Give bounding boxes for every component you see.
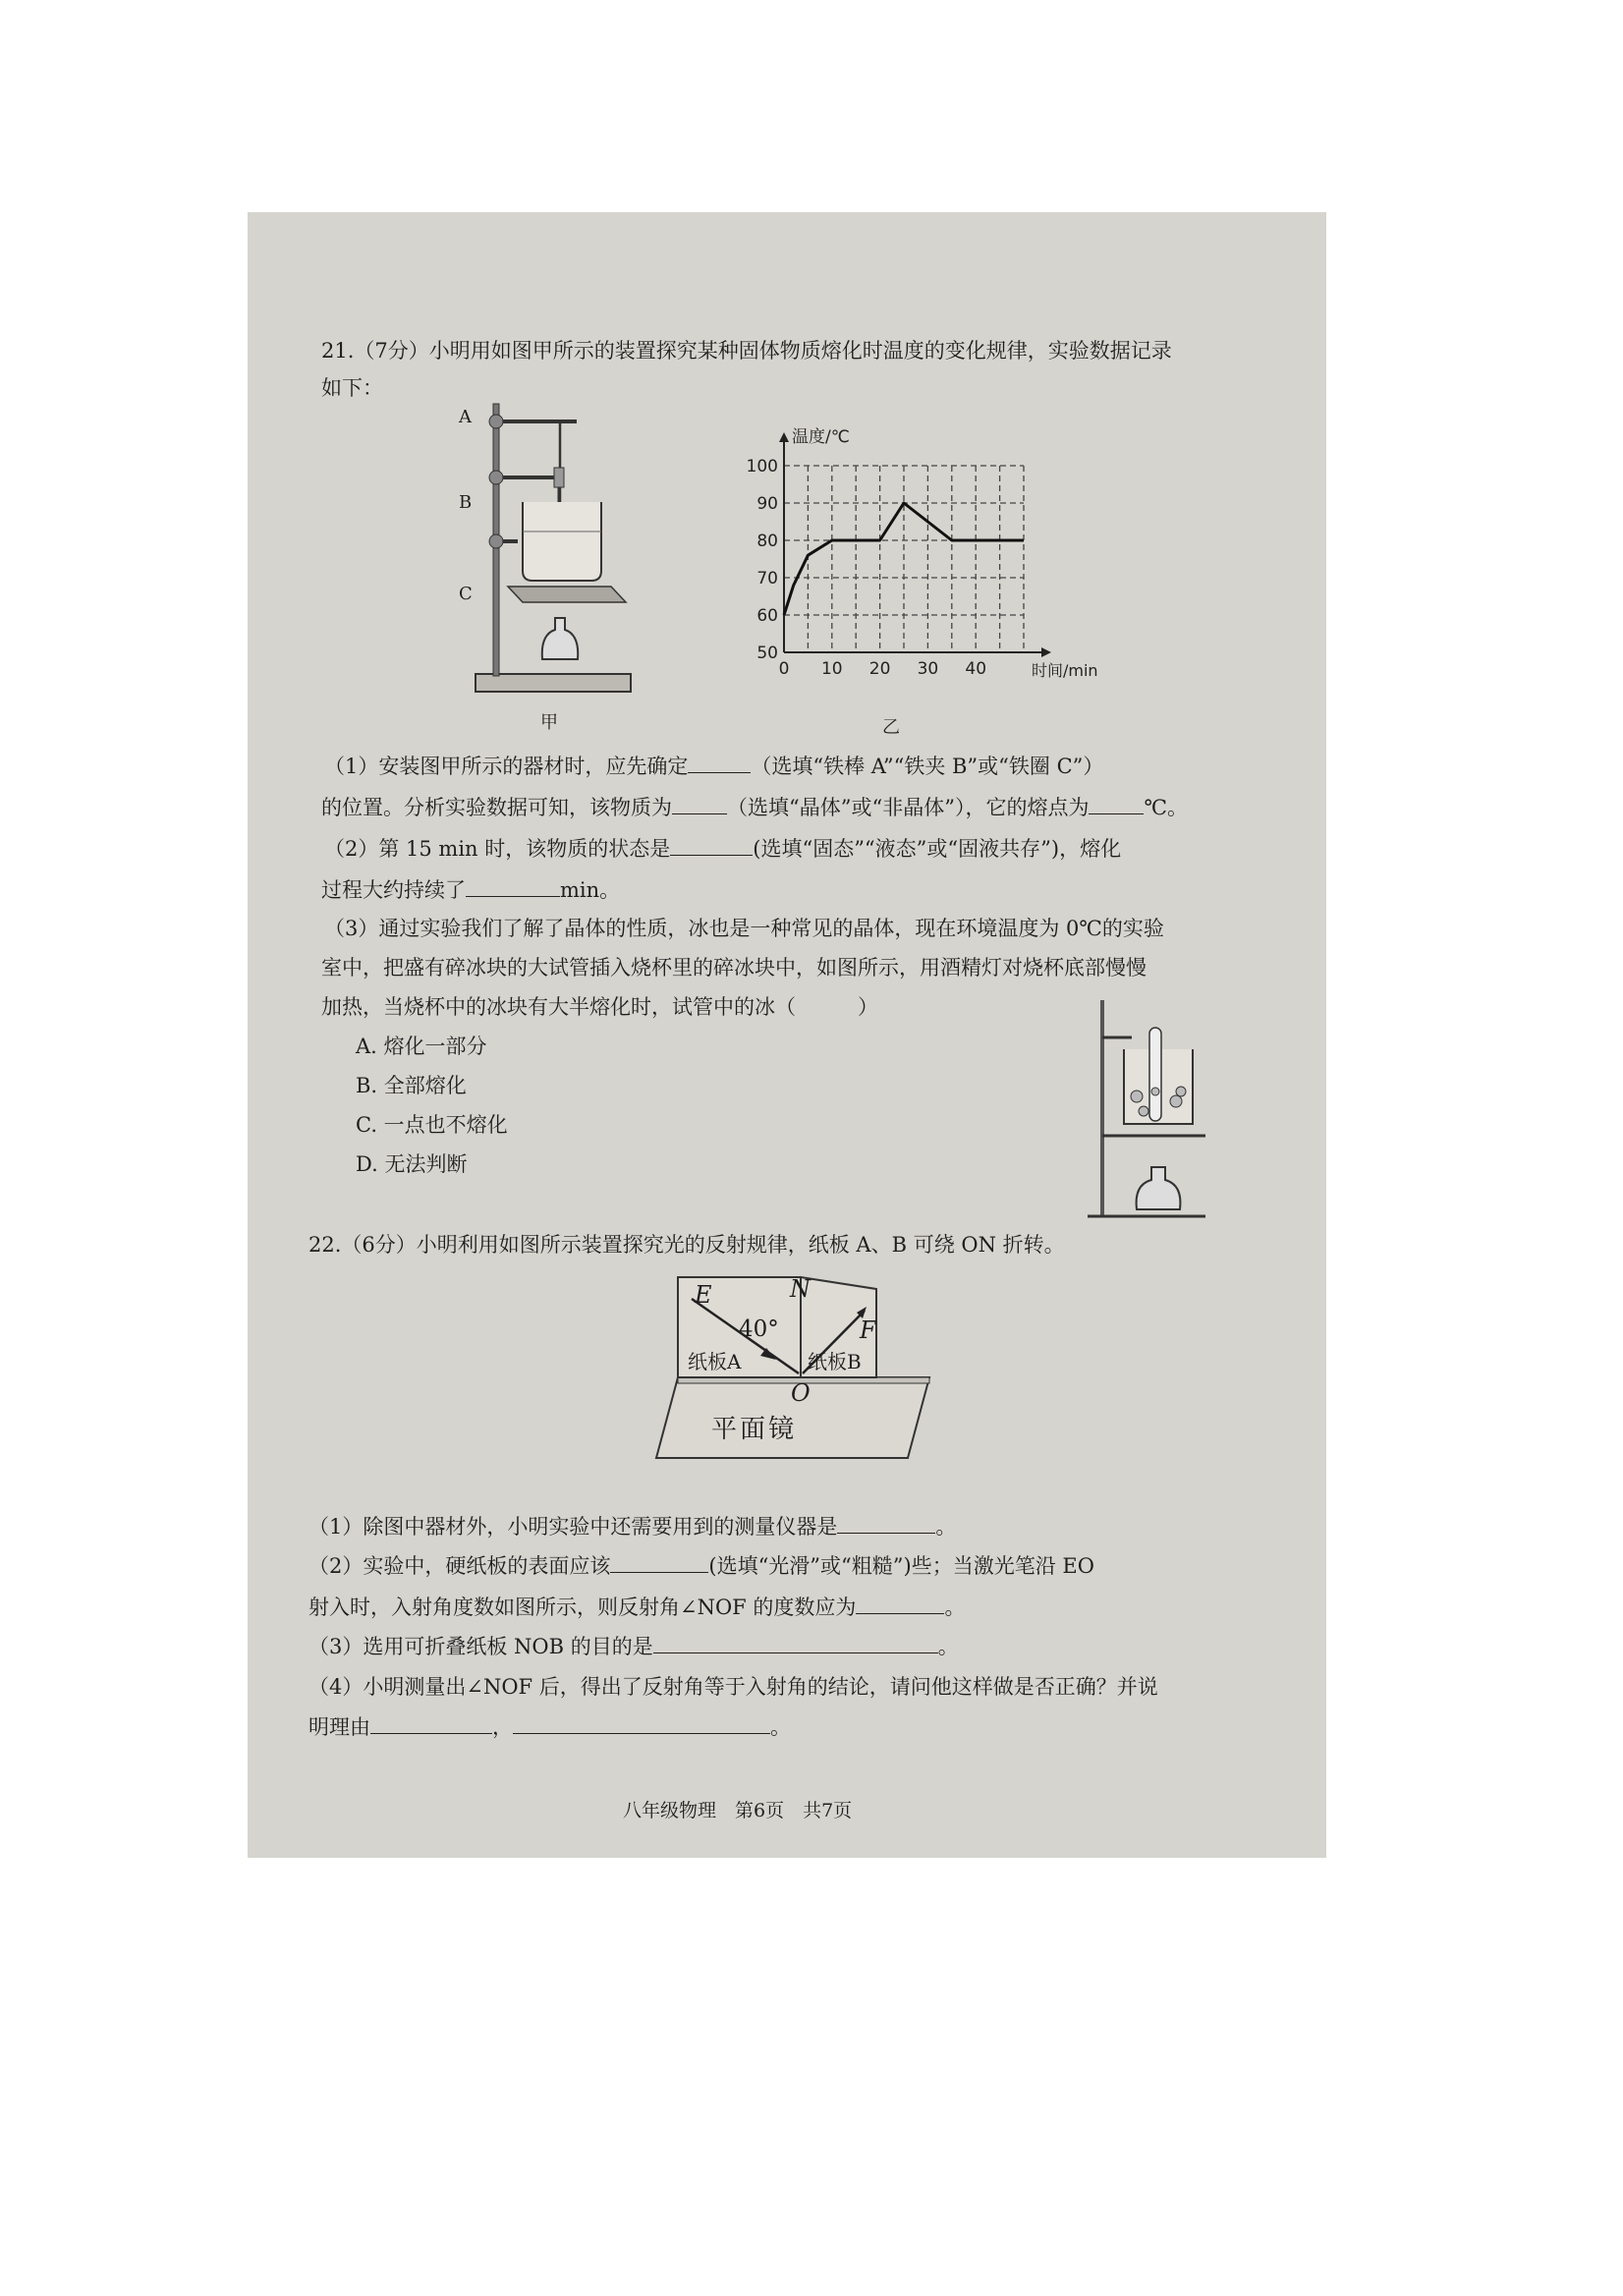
label-c: C — [459, 584, 473, 604]
page-footer: 八年级物理 第6页 共7页 — [623, 1800, 853, 1821]
x-axis-arrow-icon — [1041, 647, 1051, 657]
q22-part1: （1）除图中器材外，小明实验中还需要用到的测量仪器是 。 — [308, 1511, 956, 1541]
answer-blank-11[interactable] — [513, 1711, 770, 1734]
y-axis-arrow-icon — [779, 432, 789, 442]
y-tick-label: 100 — [746, 457, 778, 476]
option-c[interactable]: C. 一点也不熔化 — [356, 1113, 508, 1137]
q21-part1-line2: 的位置。分析实验数据可知，该物质为 （选填“晶体”或“非晶体”），它的熔点为 ℃。 — [321, 792, 1188, 822]
angle-label: 40° — [739, 1316, 779, 1342]
q22-part4-line2: 明理由 ， 。 — [308, 1711, 791, 1742]
answer-blank-6[interactable] — [837, 1511, 935, 1534]
answer-blank-2[interactable] — [672, 792, 727, 814]
temperature-time-chart — [739, 419, 1098, 680]
q21-part2-line2: 过程大约持续了 min。 — [321, 874, 620, 905]
label-board-a: 纸板A — [688, 1350, 742, 1373]
q21-part3-line3: 加热，当烧杯中的冰块有大半熔化时，试管中的冰（ ） — [321, 995, 878, 1019]
y-tick-label: 70 — [756, 569, 778, 588]
q22-part2-line1: （2）实验中，硬纸板的表面应该 (选填“光滑”或“粗糙”)些；当激光笔沿 EO — [308, 1550, 1094, 1581]
alcohol-lamp — [1137, 1167, 1181, 1209]
answer-blank-9[interactable] — [653, 1631, 938, 1653]
option-a[interactable]: A. 熔化一部分 — [356, 1035, 487, 1058]
label-n: N — [790, 1275, 811, 1303]
label-b: B — [459, 492, 473, 513]
x-tick-label: 40 — [965, 659, 987, 679]
alcohol-lamp — [542, 618, 578, 659]
q22-part2-line2: 射入时，入射角度数如图所示，则反射角∠NOF 的度数应为 。 — [308, 1592, 965, 1622]
y-tick-label: 90 — [756, 494, 778, 514]
beaker — [523, 502, 601, 581]
x-tick-label: 0 — [778, 659, 790, 679]
test-tube — [1149, 1028, 1161, 1121]
answer-blank-1[interactable] — [688, 751, 751, 773]
ice-test-tube-figure — [1083, 998, 1210, 1230]
caption-jia: 甲 — [540, 712, 558, 733]
label-e: E — [695, 1281, 712, 1309]
answer-blank-7[interactable] — [610, 1550, 708, 1573]
q21-header: 21.（7分）小明用如图甲所示的装置探究某种固体物质熔化时温度的变化规律，实验数据记录 — [321, 339, 1172, 363]
y-tick-label: 80 — [756, 532, 778, 551]
answer-blank-5[interactable] — [466, 874, 560, 897]
option-b[interactable]: B. 全部熔化 — [356, 1074, 467, 1097]
label-plane-mirror: 平面镜 — [711, 1415, 798, 1444]
apparatus-figure-jia — [464, 394, 700, 748]
y-tick-label: 50 — [756, 644, 778, 663]
x-tick-label: 10 — [820, 659, 843, 679]
answer-blank-4[interactable] — [670, 833, 753, 856]
q21-header-line2: 如下： — [321, 376, 383, 400]
q21-part2-line1: （2）第 15 min 时，该物质的状态是 (选填“固态”“液态”或“固液共存”)，熔化 — [324, 833, 1121, 864]
exam-paper-sheet — [248, 212, 1326, 1858]
q22-header: 22.（6分）小明利用如图所示装置探究光的反射规律，纸板 A、B 可绕 ON 折转。 — [308, 1233, 1065, 1257]
caption-yi: 乙 — [882, 717, 900, 738]
y-axis-label: 温度/℃ — [792, 427, 850, 447]
label-f: F — [860, 1316, 876, 1344]
q21-part3-line1: （3）通过实验我们了解了晶体的性质，冰也是一种常见的晶体，现在环境温度为 0℃的实验 — [324, 917, 1164, 940]
x-tick-label: 30 — [917, 659, 939, 679]
y-tick-label: 60 — [756, 606, 778, 626]
option-d[interactable]: D. 无法判断 — [356, 1152, 468, 1176]
answer-blank-8[interactable] — [856, 1592, 944, 1614]
stand-base — [476, 674, 631, 692]
asbestos-net — [508, 587, 626, 602]
x-axis-label: 时间/min — [1032, 661, 1098, 680]
q21-part1-line1: （1）安装图甲所示的器材时，应先确定 （选填“铁棒 A”“铁夹 B”或“铁圈 C”） — [324, 751, 1103, 781]
q22-part3: （3）选用可折叠纸板 NOB 的目的是 。 — [308, 1631, 959, 1661]
x-tick-label: 20 — [868, 659, 891, 679]
label-board-b: 纸板B — [808, 1350, 862, 1373]
label-a: A — [459, 407, 472, 427]
answer-blank-10[interactable] — [370, 1711, 492, 1734]
q21-part3-line2: 室中，把盛有碎冰块的大试管插入烧杯里的碎冰块中，如图所示，用酒精灯对烧杯底部慢慢 — [321, 956, 1147, 980]
label-o: O — [791, 1379, 811, 1407]
answer-blank-3[interactable] — [1089, 792, 1144, 814]
q22-part4-line1: （4）小明测量出∠NOF 后，得出了反射角等于入射角的结论，请问他这样做是否正确？并说 — [308, 1675, 1158, 1699]
